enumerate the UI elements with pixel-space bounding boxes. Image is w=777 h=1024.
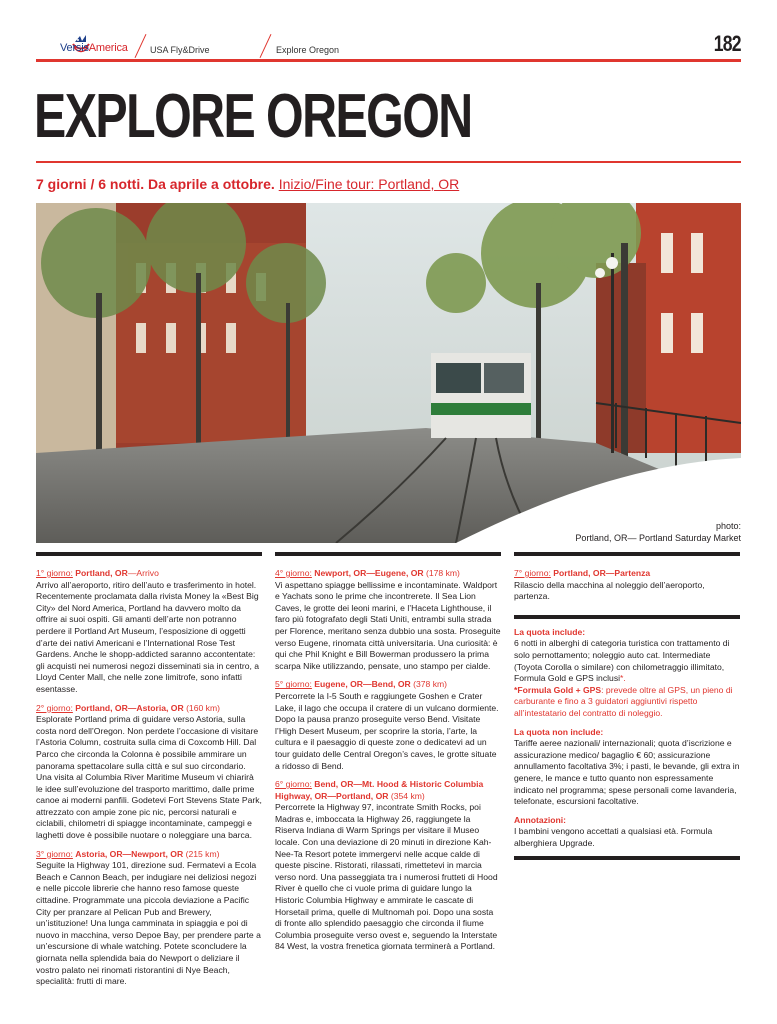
includes-asterisk: *. (620, 673, 626, 684)
day-heading (514, 568, 650, 578)
day-3 (36, 849, 262, 988)
includes-heading: La quota include: (514, 626, 586, 637)
column-rule (514, 552, 740, 556)
column-rule (275, 552, 501, 556)
header-rule (36, 59, 741, 62)
brand-name (60, 42, 128, 54)
day-label: 6° giorno: (275, 779, 312, 790)
breadcrumb-separator (260, 34, 272, 58)
day-label: 7° giorno: (514, 568, 551, 578)
day-4 (275, 568, 501, 672)
tour-duration: 7 giorni / 6 notti. Da aprile a ottobre. (36, 176, 275, 192)
day-route: Astoria, OR—Newport, OR (75, 848, 184, 859)
day-heading (275, 679, 447, 689)
portland-street-photo (36, 203, 741, 543)
itinerary-column-1 (36, 552, 262, 995)
day-2 (36, 703, 262, 842)
day-distance: (215 km) (185, 848, 220, 859)
bottom-rule (514, 856, 740, 860)
day-description: Arrivo all’aeroporto, ritiro dell’auto e trasferimento in hotel. Recentemente proclamata dalla rivista Money la «Best Big City» del Nord America, Portland ha davvero molto da offrire ai suoi ospiti. Gli amanti dell’arte non potranno perdere il Portland Art Museum, l’esposizione di oggetti d’arte dei nativi Americani e l’International Rose Test Gardens. Anche le shopp-addicted saranno accontentate: gli acquisti nei numerosi negozi disseminati sia in centro, a Lloyd Center Mall, che nelle zone limitrofe, sono infatti esentasse. (36, 579, 260, 694)
day-1 (36, 568, 262, 696)
day-label: 3° giorno: (36, 848, 73, 859)
day-label: 1° giorno: (36, 568, 73, 578)
day-distance: (178 km) (426, 568, 460, 578)
caption-text: Portland, OR— Portland Saturday Market (575, 533, 741, 543)
formula-gold-text: : prevede oltre al GPS, un pieno di carburante e fino a 3 guidatori aggiuntivi rispetto all’intestatario del contratto di noleggio. (514, 684, 733, 718)
day-description: Seguite la Highway 101, direzione sud. Fermatevi a Ecola Beach e Cannon Beach, per indugiare nei deliziosi negozi e nelle piccole librerie che hanno reso famose queste cittadine. Programmate una piccola deviazione a Pacific City per pranzare al Pelican Pub and Brewery, un’istituzione! Una lunga camminata in spiaggia e poi di nuovo in macchina, verso Depoe Bay, per prendere parte a un’escursione di whale watching. Potete sconcludere la giornata nella splendida baia do Newport o deliziare il vostro palato nei rinomati ristorantini di Nye Beach, specialità: frutti di mare. (36, 860, 261, 987)
day-label: 2° giorno: (36, 702, 73, 713)
includes-section (514, 627, 740, 720)
day-description: Percorrete la I-5 South e raggiungete Goshen e Crater Lake, il lago che occupa il cratere di un vulcano dormiente. Dopo la pausa pranzo proseguite verso Bend. Visitate l’High Desert Museum, per scoprire la storia, l’arte, la cultura e il paesaggio di queste zone o dedicatevi ad un tour guidato delle Central Oregon’s caves, le grotte situate a ridosso di Bend. (275, 690, 499, 771)
formula-gold-label: *Formula Gold + GPS (514, 684, 602, 695)
day-description: Vi aspettano spiagge bellissime e incontaminate. Waldport e Yachats sono le prime che incontrerete. Il Sea Lion Caves, le grotte dei leoni marini, e l’Haceta Lighthouse, il faro più fotografato degli Stati Uniti, entrambi sulla strada per Florence, meritano senza dubbio una sosta. Proseguite verso Eugene, rinomata città universitaria. Una curiosità: è qui che Phil Knight e Bill Bowerman produssero la prima scarpa Nike utilizzando, pensate, uno stampo per cialde. (275, 579, 501, 671)
day-description: Rilascio della macchina al noleggio dell’aeroporto, partenza. (514, 579, 705, 602)
page-number: 182 (714, 31, 741, 56)
includes-text: 6 notti in alberghi di categoria turistica con trattamento di solo pernottamento; noleggio auto cat. Intermediate (Toyota Corolla o similare) con chilometraggio illimitato, Formula Gold e GPS inclusi (514, 638, 730, 684)
excludes-text: Tariffe aeree nazionali/ internazionali; quota d’iscrizione e assicurazione medico/ bagaglio € 60; assicurazione annullamento facoltativa 3%; i pasti, le bevande, gli extra in genere, le mance e tutto quanto non espressamente indicato nel programma; spese personali come lavanderia, telefonate, escursioni facoltative. (514, 738, 740, 807)
section-rule (514, 615, 740, 619)
day-heading (36, 568, 159, 578)
day-route: Portland, OR—Astoria, OR (75, 702, 184, 713)
photo-caption (575, 520, 741, 544)
page-title: EXPLORE OREGON (34, 82, 472, 151)
day-heading (275, 568, 460, 578)
day-route: Eugene, OR—Bend, OR (314, 679, 411, 690)
brand-name-part2: America (88, 42, 128, 54)
day-distance: (378 km) (413, 679, 448, 690)
day-heading (36, 849, 220, 859)
day-distance: (160 km) (186, 702, 220, 713)
day-route: Portland, OR (75, 568, 128, 578)
day-label: 5° giorno: (275, 679, 312, 690)
day-description: Percorrete la Highway 97, incontrate Smith Rocks, poi Madras e, imboccata la Highway 26, raggiungete la Riserva Indiana di Warm Springs per visitare il Museo locale. Con una deviazione di 20 minuti in direzione Kah-Nee-Ta Resort potete immergervi nelle acque calde di queste piscine. Ristorati, rilassati, rimettetevi in marcia verso nord. Una passeggiata tra i numerosi frutteti di Hood River è quello che ci vuole prima di guidare lungo la Historic Columbia Highway e ammirate le cascate di Horsetail prima, quelle di Multnomah poi. Dopo una sosta di fronte allo splendido paesaggio che circonda il fiume Columbia proseguite verso ovest e, seguendo la Interstate 84 West, la vostra frenetica giornata terminerà a Portland. (275, 802, 498, 952)
breadcrumb-explore-oregon: Explore Oregon (276, 45, 340, 55)
itinerary-column-3 (514, 552, 740, 868)
caption-label: photo: (715, 521, 741, 531)
title-rule (36, 161, 741, 163)
day-route: Newport, OR—Eugene, OR (314, 568, 424, 578)
day-7 (514, 568, 740, 603)
notes-text: I bambini vengono accettati a qualsiasi età. Formula alberghiera Upgrade. (514, 826, 713, 848)
tour-subtitle (36, 176, 459, 192)
day-distance: (354 km) (390, 790, 425, 801)
day-label: 4° giorno: (275, 568, 312, 578)
excludes-section (514, 727, 740, 808)
day-route: Bend, OR—Mt. Hood & Historic Columbia Highway, OR—Portland, OR (275, 779, 484, 801)
itinerary-column-2 (275, 552, 501, 960)
tour-start-end-link[interactable]: Inizio/Fine tour: Portland, OR (278, 176, 460, 192)
day-5 (275, 679, 501, 772)
notes-section (514, 815, 740, 850)
day-description: Esplorate Portland prima di guidare verso Astoria, sulla costa nord dell’Oregon. Non perdete l’occasione di visitare l’Astoria Column, costruita sulla cima di Coxcomb Hill. Dal Parco che circonda la Colonna è possibile ammirare un panorama spettacolare sulla città e sul suo circondario. Una visita al Columbia River Maritime Museum vi chiarirà le idee sull’evoluzione del trasporto marittimo, dalle prime canoe ai moderni panfili. Godetevi Fort Stevens State Park, attrezzato con ampie zone pic nic, percorsi naturali e ciclabili, chilometri di spiagge incontaminate, campeggi e laghetti dove è possibile nuotare o noleggiare una barca. (36, 714, 262, 841)
column-rule (36, 552, 262, 556)
excludes-heading: La quota non include: (514, 726, 604, 737)
day-extra: —Arrivo (127, 568, 159, 578)
breadcrumb-usa-fly-drive: USA Fly&Drive (150, 45, 210, 55)
brand-name-part1: Versis (60, 42, 89, 54)
day-heading (275, 779, 483, 801)
day-route: Portland, OR—Partenza (553, 568, 651, 578)
breadcrumb-separator (135, 34, 147, 58)
day-heading (36, 703, 220, 713)
notes-heading: Annotazioni: (514, 814, 567, 825)
day-6 (275, 779, 501, 953)
